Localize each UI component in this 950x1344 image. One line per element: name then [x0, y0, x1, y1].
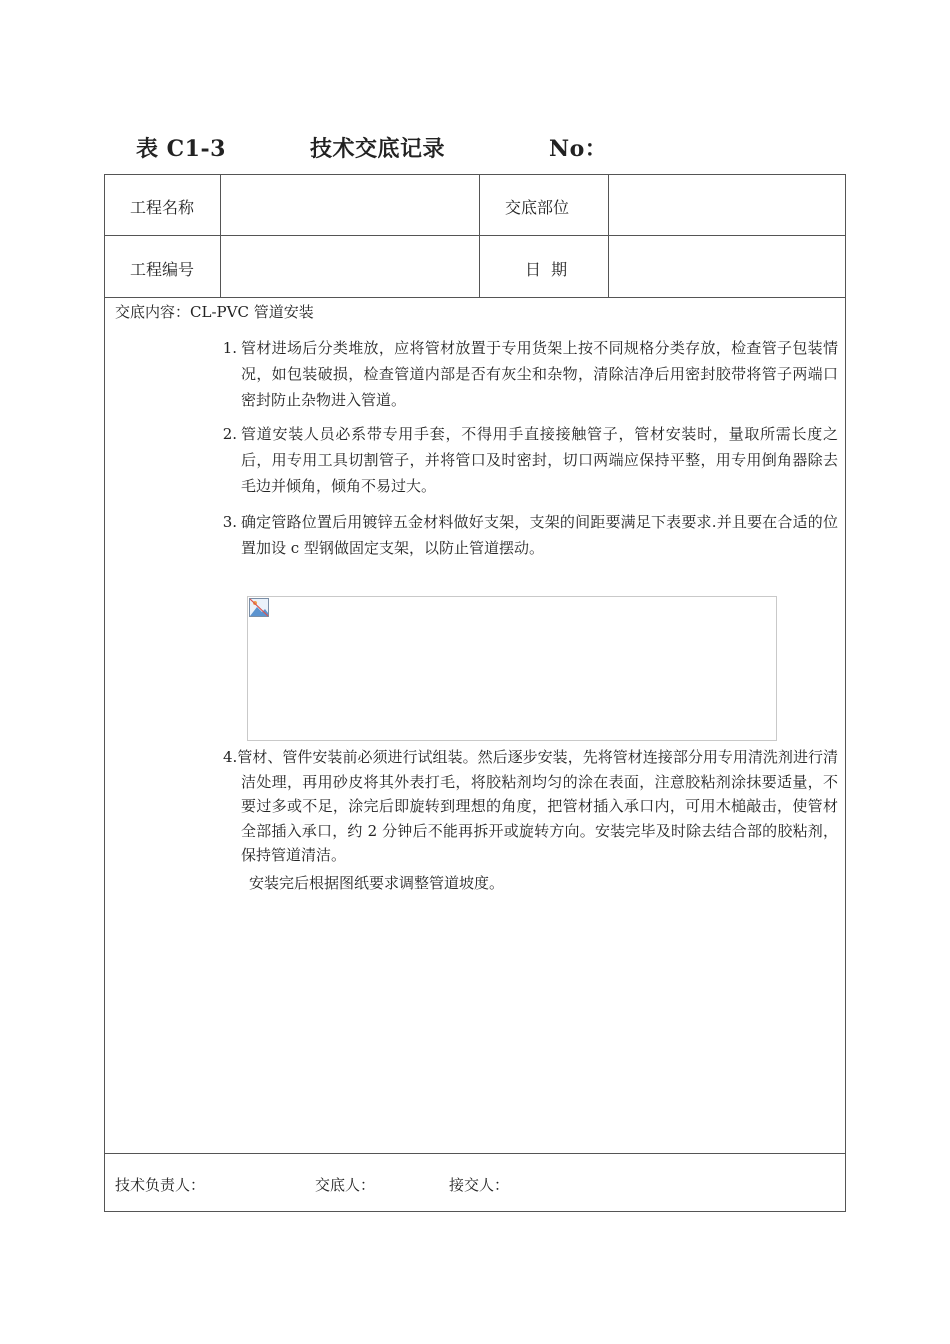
content-heading: [115, 301, 314, 322]
row-divider: [105, 1153, 845, 1154]
column-divider: [608, 175, 609, 297]
record-table: [104, 174, 846, 1212]
closing-note: 安装完后根据图纸要求调整管道坡度。: [249, 874, 505, 892]
content-heading-label: 交底内容：: [115, 303, 191, 321]
item-number: 1.: [222, 339, 237, 357]
item-text: 管道安装人员必系带专用手套，不得用手直接接触管子，管材安装时，量取所需长度之后，用专用工具切割管子，并将管口及时密封，切口两端应保持平整，用专用倒角器除去毛边并倾角，倾角不易过大。: [241, 425, 838, 495]
content-item: [222, 421, 838, 499]
content-heading-value: CL-PVC 管道安装: [190, 303, 314, 321]
item-number: 2.: [222, 425, 237, 443]
project-name-label: 工程名称: [130, 198, 195, 217]
column-divider: [220, 175, 221, 297]
tech-lead-signature-label: 技术负责人：: [115, 1176, 206, 1194]
form-title: 技术交底记录: [310, 136, 446, 162]
form-header: [0, 132, 950, 166]
item-text: 确定管路位置后用镀锌五金材料做好支架，支架的间距要满足下表要求.并且要在合适的位置加设 c 型钢做固定支架，以防止管道摆动。: [241, 513, 838, 557]
content-item: [222, 335, 838, 413]
item-text: 管材进场后分类堆放，应将管材放置于专用货架上按不同规格分类存放，检查管子包装情况，如包装破损，检查管道内部是否有灰尘和杂物，清除洁净后用密封胶带将管子两端口密封防止杂物进入管道。: [241, 339, 838, 409]
date-label: 日 期: [525, 260, 568, 279]
handover-person-signature-label: 交底人：: [315, 1176, 376, 1194]
form-number-label: No：: [549, 136, 608, 162]
handover-part-label: 交底部位: [505, 198, 570, 217]
support-spacing-image: [247, 596, 777, 741]
row-divider: [105, 235, 845, 236]
form-code: 表 C1-3: [136, 136, 226, 162]
item-number: 3.: [222, 513, 237, 531]
receiver-signature-label: 接交人：: [449, 1176, 510, 1194]
broken-image-icon: [249, 598, 269, 617]
item-text: 管材、管件安装前必须进行试组装。然后逐步安装，先将管材连接部分用专用清洗剂进行清洁处理，再用砂皮将其外表打毛，将胶粘剂均匀的涂在表面，注意胶粘剂涂抹要适量，不要过多或不足，涂完后即旋转到理想的角度，把管材插入承口内，可用木槌敲击，使管材全部插入承口，约 2 分钟后不能再拆开或旋转方向。安装完毕及时除去结合部的胶粘剂，保持管道清洁。: [237, 748, 838, 864]
content-item: [223, 745, 838, 868]
column-divider: [479, 175, 480, 297]
row-divider: [105, 297, 845, 298]
item-number: 4.: [223, 748, 238, 766]
project-number-label: 工程编号: [130, 260, 195, 279]
content-item: [222, 509, 838, 561]
